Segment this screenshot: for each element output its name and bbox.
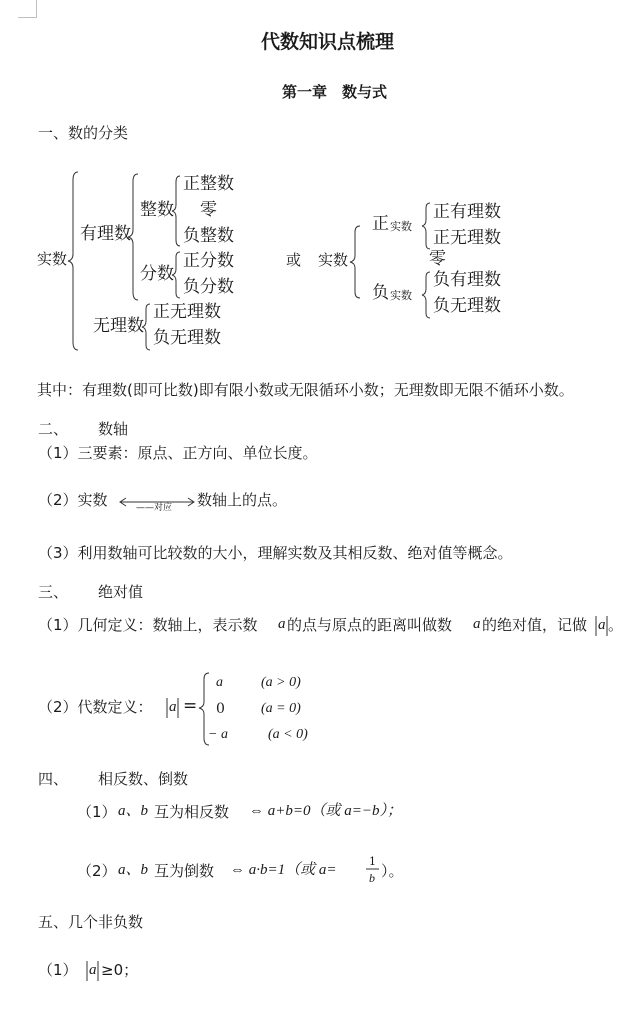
- abs-alg-def: （2）代数定义：: [38, 698, 153, 716]
- nonneg-item-1-pre: （1）: [38, 961, 78, 979]
- tree1-rational: 有理数: [80, 224, 131, 244]
- arrow-label: ——对应: [136, 503, 173, 513]
- tree1-neg-irr: 负无理数: [153, 328, 221, 348]
- tree1-neg-int: 负整数: [183, 226, 234, 246]
- var-a: a: [473, 616, 481, 632]
- tree1-fraction: 分数: [140, 264, 174, 284]
- opposite-text: 互为相反数: [154, 803, 230, 821]
- tree1-neg-frac: 负分数: [183, 277, 234, 297]
- axis-item-2-pre: （2）实数: [38, 491, 108, 509]
- axis-item-3: （3）利用数轴可比较数的大小，理解实数及其相反数、绝对值等概念。: [38, 544, 513, 562]
- classification-note: 其中：有理数(即可比数)即有限小数或无限循环小数；无理数即无限不循环小数。: [37, 381, 574, 399]
- tree2-pos-rat: 正有理数: [433, 202, 501, 222]
- case-value: a: [216, 675, 223, 690]
- brace: [68, 172, 78, 350]
- section-2-number: 二、: [38, 420, 69, 438]
- tree2-pos: 正: [372, 214, 389, 234]
- reciprocal-text: 互为倒数: [154, 862, 215, 880]
- section-3-number: 三、: [38, 583, 69, 601]
- period: 。: [608, 616, 624, 634]
- reciprocal-pre: （2）: [77, 862, 117, 880]
- case-condition: (a < 0): [268, 727, 308, 742]
- tree2-pos-irr: 正无理数: [433, 228, 501, 248]
- brace: [422, 203, 430, 249]
- tree2-neg: 负: [372, 283, 389, 303]
- abs-geo-def-b: 的点与原点的距离叫做数: [287, 616, 453, 634]
- tree1-pos-int: 正整数: [183, 174, 234, 194]
- case-value: 0: [216, 701, 225, 717]
- vars-ab: a、b: [118, 803, 149, 819]
- tree1-root: 实数: [37, 250, 68, 268]
- brace: [128, 174, 138, 300]
- opposite-pre: （1）: [77, 803, 117, 821]
- var-a: a: [598, 617, 606, 633]
- fraction-numerator: 1: [369, 855, 376, 868]
- section-4-number: 四、: [38, 770, 69, 788]
- tree1-irrational: 无理数: [93, 316, 144, 336]
- case-condition: (a > 0): [261, 675, 301, 690]
- tree1-integer: 整数: [140, 200, 174, 220]
- equals-sign: =: [183, 696, 198, 716]
- opposite-formula: ⇔ a+b=0（或 a=−b）；: [249, 803, 402, 819]
- tree1-zero: 零: [200, 200, 217, 220]
- section-3-heading: 绝对值: [98, 583, 144, 601]
- chapter-title: 第一章 数与式: [282, 83, 388, 101]
- brace: [350, 226, 360, 298]
- page-title: 代数知识点梳理: [261, 31, 395, 53]
- tree2-neg-irr: 负无理数: [433, 296, 501, 316]
- brace: [422, 272, 430, 318]
- reciprocal-formula: ⇔ a·b=1（或 a=: [230, 862, 337, 878]
- var-a: a: [278, 616, 286, 632]
- tree2-root: 实数: [318, 251, 349, 269]
- tree2-zero: 零: [429, 249, 446, 269]
- fraction-denominator: b: [369, 871, 375, 885]
- section-4-heading: 相反数、倒数: [98, 770, 189, 788]
- reciprocal-end: ）。: [381, 862, 404, 880]
- tree1-pos-irr: 正无理数: [153, 302, 221, 322]
- section-2-heading: 数轴: [98, 420, 129, 438]
- tree1-pos-frac: 正分数: [183, 251, 234, 271]
- var-a: a: [89, 962, 97, 978]
- case-condition: (a = 0): [261, 701, 301, 716]
- brace: [142, 304, 150, 350]
- section-1-heading: 一、数的分类: [38, 124, 129, 142]
- vars-ab: a、b: [118, 862, 149, 878]
- abs-geo-def-a: （1）几何定义：数轴上，表示数: [38, 616, 258, 634]
- section-5-heading: 五、几个非负数: [38, 913, 144, 931]
- or-label: 或: [286, 251, 302, 269]
- tree2-pos-sub: 实数: [390, 220, 412, 233]
- nonneg-item-1-post: ≥0；: [101, 961, 139, 979]
- tree2-neg-rat: 负有理数: [433, 270, 501, 290]
- var-a: a: [169, 699, 177, 715]
- brace: [172, 252, 180, 298]
- axis-item-2-post: 数轴上的点。: [197, 491, 288, 509]
- brace: [172, 176, 180, 246]
- abs-geo-def-c: 的绝对值，记做: [482, 616, 588, 634]
- case-value: − a: [208, 727, 228, 742]
- axis-item-1: （1）三要素：原点、正方向、单位长度。: [38, 444, 318, 462]
- tree2-neg-sub: 实数: [390, 289, 412, 302]
